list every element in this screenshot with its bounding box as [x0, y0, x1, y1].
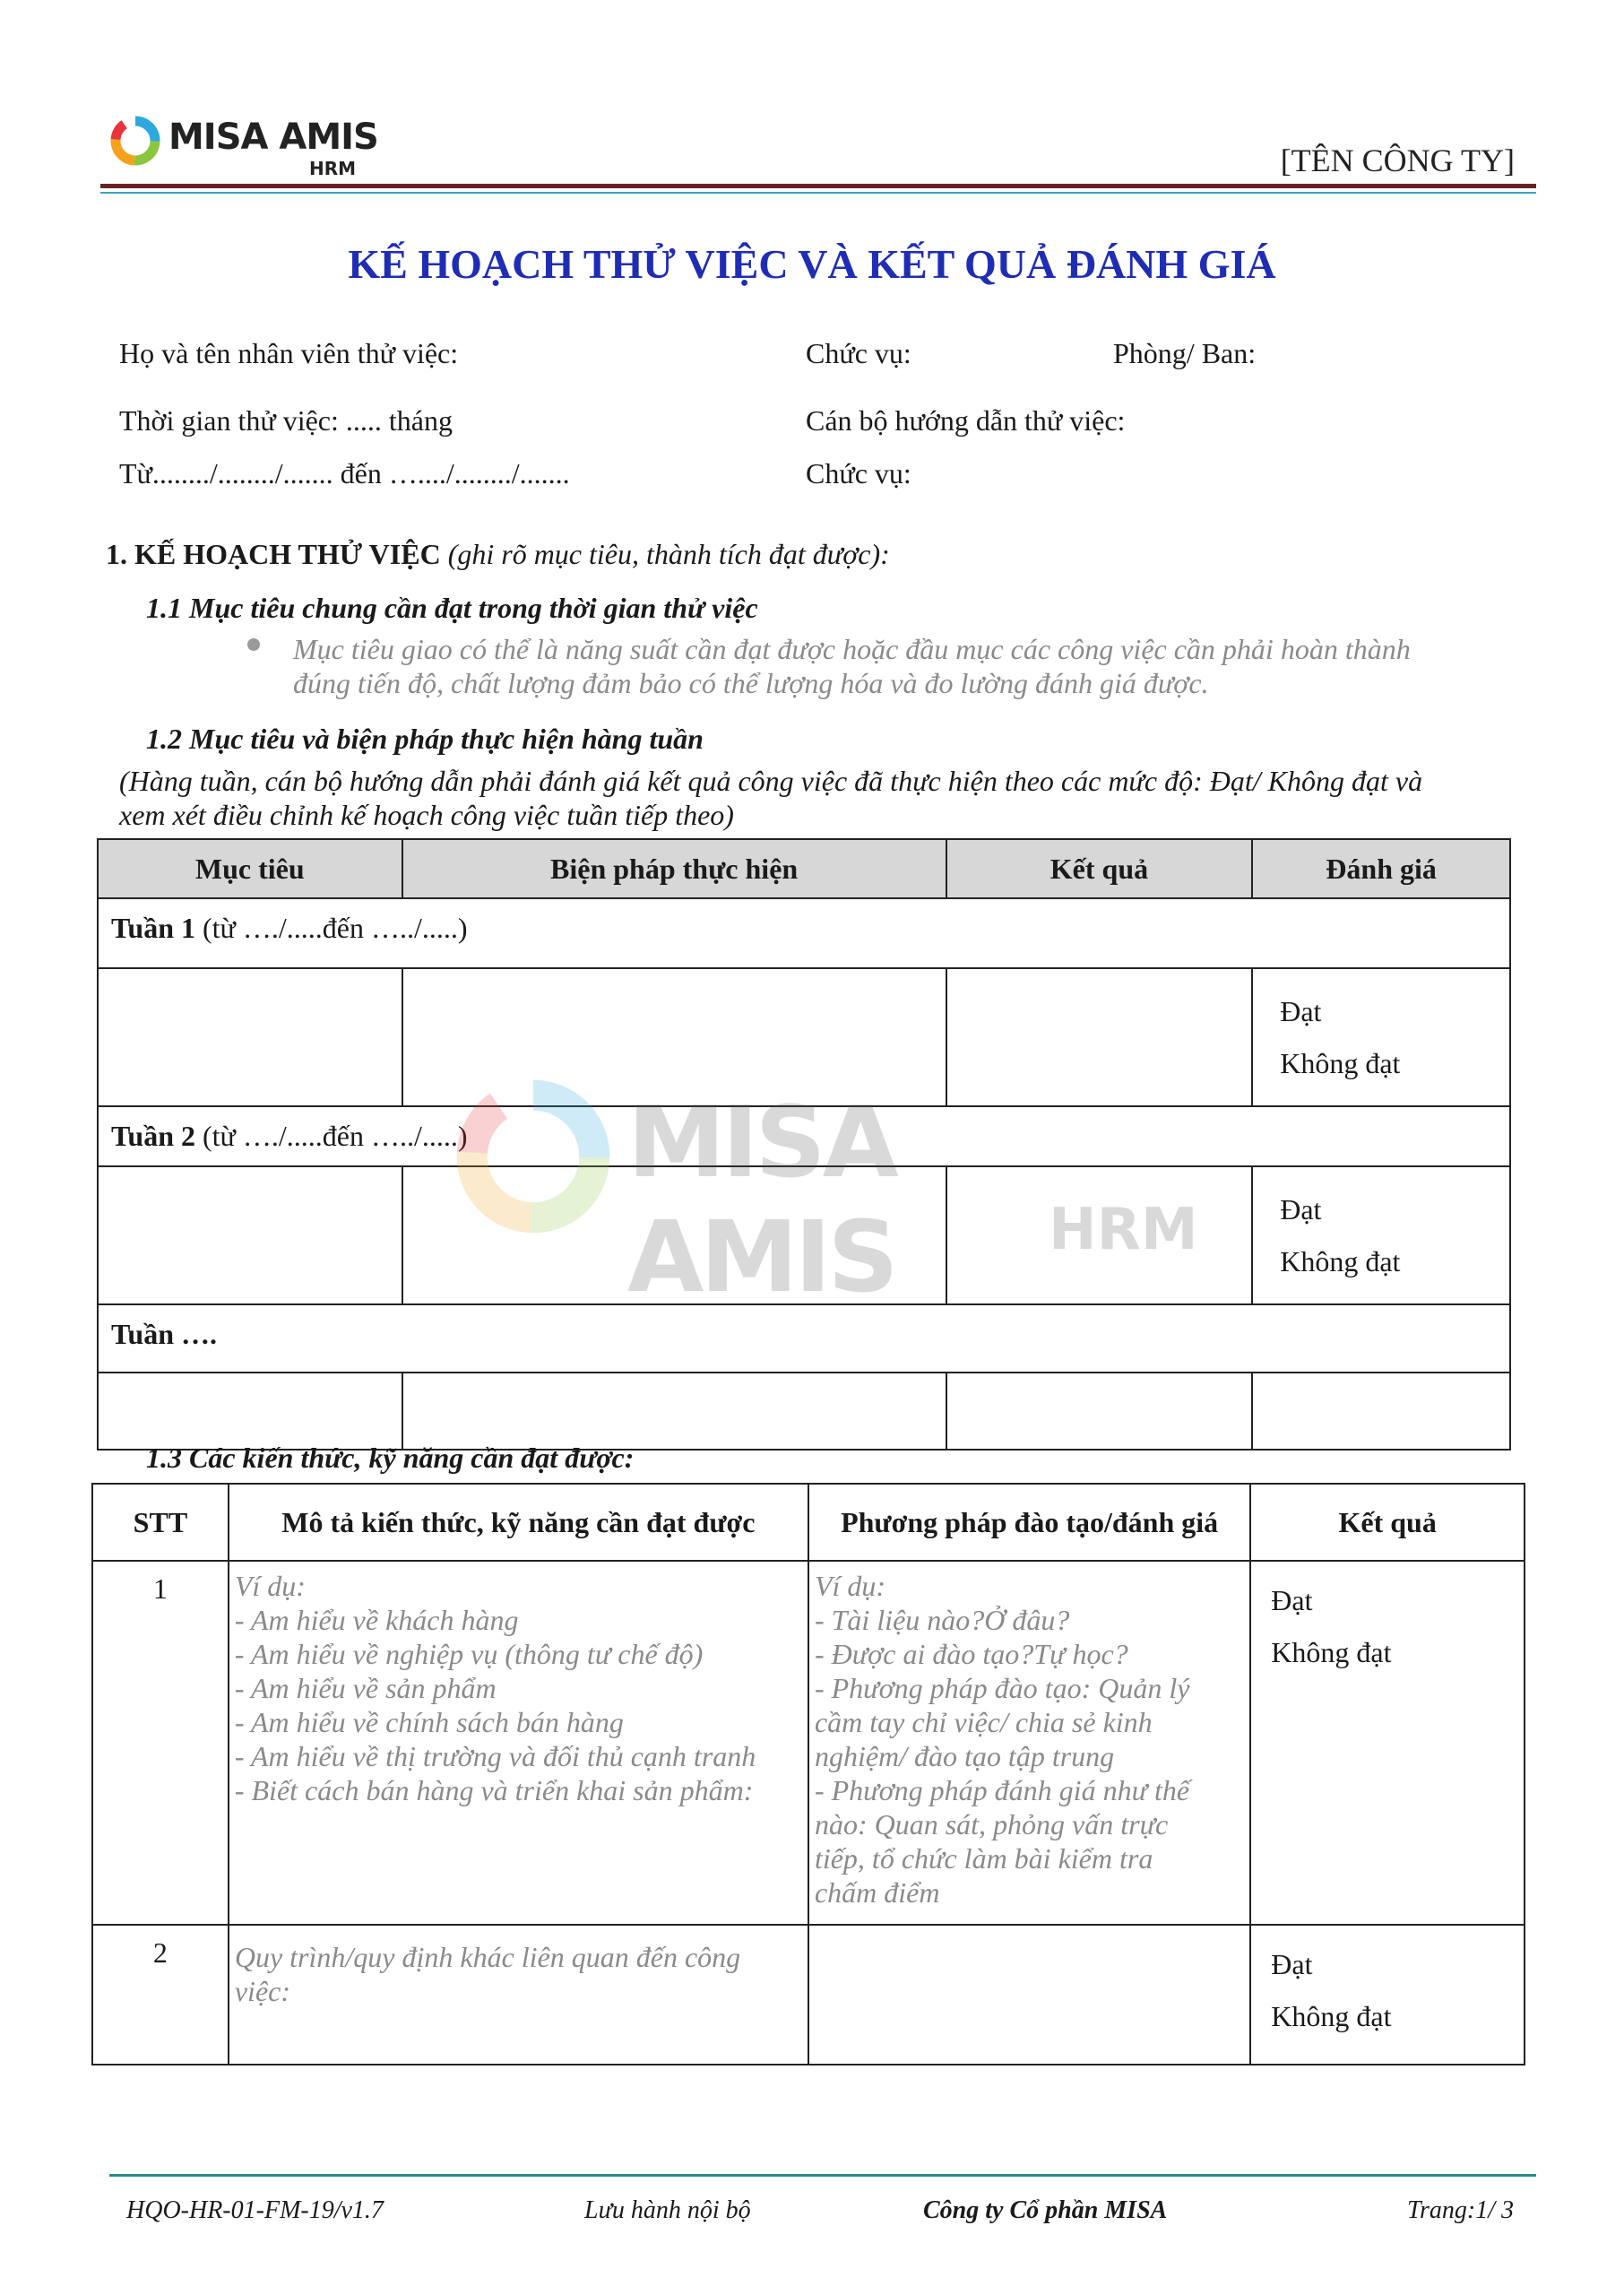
week-more-measures-cell[interactable] — [402, 1373, 946, 1450]
bullet-icon — [247, 638, 260, 651]
row-2-method[interactable] — [808, 1925, 1250, 2065]
row-1-method[interactable] — [808, 1561, 1250, 1925]
method-line: Ví dụ: — [814, 1570, 886, 1602]
weekly-plan-table — [97, 838, 1511, 1451]
misa-logo-icon — [109, 115, 161, 167]
week-more-evaluation-cell[interactable] — [1252, 1373, 1510, 1450]
skills-header-row — [92, 1484, 1525, 1561]
desc-line: - Biết cách bán hàng và triển khai sản phẩm: — [234, 1774, 754, 1806]
skills-row-2 — [92, 1925, 1525, 2065]
week-more-cell — [98, 1304, 1510, 1373]
section-1-1-bullet-line2: đúng tiến độ, chất lượng đảm bảo có thể lượng hóa và đo lường đánh giá được. — [293, 667, 1209, 699]
footer-doc-code: HQO-HR-01-FM-19/v1.7 — [126, 2196, 384, 2224]
method-line: tiếp, tổ chức làm bài kiểm tra — [814, 1842, 1153, 1875]
desc-line: việc: — [234, 1975, 290, 2007]
col-header-measures: Biện pháp thực hiện — [402, 839, 946, 898]
mentor-position-label: Chức vụ: — [806, 457, 911, 489]
week-1-evaluation-cell — [1252, 968, 1510, 1106]
footer-page-number: Trang:1/ 3 — [1407, 2196, 1515, 2224]
desc-line: - Am hiểu về nghiệp vụ (thông tư chế độ) — [234, 1638, 704, 1670]
week-1-label: Tuần 1 — [111, 912, 195, 944]
row-2-stt: 2 — [92, 1925, 229, 2065]
week-1-entry-row — [98, 968, 1510, 1106]
method-line: nào: Quan sát, phỏng vấn trực — [814, 1808, 1169, 1840]
week-2-result-cell[interactable] — [946, 1166, 1253, 1304]
week-2-label: Tuần 2 — [111, 1120, 195, 1152]
fail-option[interactable]: Không đạt — [1280, 1047, 1401, 1079]
desc-line: - Am hiểu về thị trường và đối thủ cạnh tranh — [234, 1740, 756, 1772]
row-1-stt: 1 — [92, 1561, 229, 1925]
week-2-goal-cell[interactable] — [98, 1166, 402, 1304]
col-header-goal: Mục tiêu — [98, 839, 402, 898]
pass-option[interactable]: Đạt — [1280, 995, 1322, 1027]
fail-option[interactable]: Không đạt — [1280, 1245, 1401, 1277]
watermark-subtext: HRM — [1049, 1197, 1198, 1263]
method-line: - Được ai đào tạo?Tự học? — [814, 1638, 1128, 1670]
fail-option[interactable]: Không đạt — [1271, 2000, 1392, 2032]
week-2-row — [98, 1106, 1510, 1166]
row-2-description[interactable] — [229, 1925, 808, 2065]
section-1-1-bullet-line1: Mục tiêu giao có thể là năng suất cần đạt được hoặc đầu mục các công việc cần phải hoàn thành — [293, 633, 1411, 665]
section-1-heading — [106, 538, 890, 571]
method-line: - Phương pháp đánh giá như thế — [814, 1774, 1190, 1806]
col-header-result: Kết quả — [946, 839, 1253, 898]
section-1-title: 1. KẾ HOẠCH THỬ VIỆC — [106, 538, 441, 570]
skills-table — [91, 1483, 1525, 2066]
document-title: KẾ HOẠCH THỬ VIỆC VÀ KẾT QUẢ ĐÁNH GIÁ — [348, 241, 1276, 287]
desc-line: - Am hiểu về chính sách bán hàng — [234, 1706, 624, 1738]
week-more-goal-cell[interactable] — [98, 1373, 402, 1450]
week-1-range: (từ …./.....đến …../.....) — [195, 912, 468, 944]
method-line: chấm điểm — [814, 1876, 940, 1909]
table-header-row — [98, 839, 1510, 898]
probation-dates-label: Từ......../......../....... đến …..../......../....... — [119, 457, 570, 489]
week-1-row — [98, 898, 1510, 968]
employee-name-label: Họ và tên nhân viên thử việc: — [119, 337, 459, 369]
week-more-row — [98, 1304, 1510, 1373]
week-more-label: Tuần …. — [111, 1318, 217, 1350]
week-2-cell — [98, 1106, 1510, 1166]
week-1-measures-cell[interactable] — [402, 968, 946, 1106]
week-2-range: (từ …./.....đến …../.....) — [195, 1120, 468, 1152]
week-more-entry-row — [98, 1373, 1510, 1450]
watermark-text: MISA AMIS — [627, 1085, 895, 1314]
company-name: [TÊN CÔNG TY] — [1280, 143, 1515, 178]
week-more-result-cell[interactable] — [946, 1373, 1253, 1450]
pass-option[interactable]: Đạt — [1280, 1193, 1322, 1225]
row-1-result — [1250, 1561, 1525, 1925]
method-line: nghiệm/ đào tạo tập trung — [814, 1740, 1115, 1772]
desc-line: Ví dụ: — [234, 1570, 306, 1602]
week-2-measures-cell[interactable] — [402, 1166, 946, 1304]
method-line: - Tài liệu nào?Ở đâu? — [814, 1604, 1070, 1636]
section-1-2-note-line1: (Hàng tuần, cán bộ hướng dẫn phải đánh giá kết quả công việc đã thực hiện theo các mức độ: Đạt/ Không đạt và — [119, 765, 1423, 797]
header-rule — [100, 184, 1536, 188]
col-header-stt: STT — [92, 1484, 229, 1561]
method-line: cầm tay chỉ việc/ chia sẻ kinh — [814, 1706, 1153, 1738]
footer-rule — [109, 2174, 1536, 2177]
department-label: Phòng/ Ban: — [1113, 337, 1257, 369]
row-2-result — [1250, 1925, 1525, 2065]
section-1-2-heading: 1.2 Mục tiêu và biện pháp thực hiện hàng tuần — [146, 723, 704, 755]
fail-option[interactable]: Không đạt — [1271, 1636, 1392, 1668]
logo-text: MISA AMIS — [168, 117, 378, 158]
col-header-evaluation: Đánh giá — [1252, 839, 1510, 898]
footer-circulation: Lưu hành nội bộ — [584, 2196, 751, 2224]
section-1-3-heading: 1.3 Các kiến thức, kỹ năng cần đạt được: — [146, 1442, 635, 1474]
section-1-2-note-line2: xem xét điều chỉnh kế hoạch công việc tuần tiếp theo) — [119, 799, 734, 831]
desc-line: - Am hiểu về khách hàng — [234, 1604, 519, 1636]
week-1-result-cell[interactable] — [946, 968, 1253, 1106]
position-label: Chức vụ: — [806, 337, 911, 369]
mentor-label: Cán bộ hướng dẫn thử việc: — [806, 404, 1126, 437]
week-1-goal-cell[interactable] — [98, 968, 402, 1106]
probation-duration-label: Thời gian thử việc: ..... tháng — [119, 404, 453, 437]
col-header-method: Phương pháp đào tạo/đánh giá — [808, 1484, 1250, 1561]
pass-option[interactable]: Đạt — [1271, 1948, 1313, 1980]
skills-row-1 — [92, 1561, 1525, 1925]
desc-line: - Am hiểu về sản phẩm — [234, 1672, 497, 1704]
pass-option[interactable]: Đạt — [1271, 1584, 1313, 1616]
section-1-note: (ghi rõ mục tiêu, thành tích đạt được): — [440, 538, 890, 570]
col-header-skill-desc: Mô tả kiến thức, kỹ năng cần đạt được — [229, 1484, 808, 1561]
footer-company: Công ty Cổ phần MISA — [923, 2196, 1168, 2224]
method-line: - Phương pháp đào tạo: Quản lý — [814, 1672, 1190, 1704]
section-1-1-heading: 1.1 Mục tiêu chung cần đạt trong thời gian thử việc — [146, 592, 758, 624]
week-2-entry-row — [98, 1166, 1510, 1304]
desc-line: Quy trình/quy định khác liên quan đến công — [234, 1941, 741, 1973]
week-2-evaluation-cell — [1252, 1166, 1510, 1304]
header-rule-accent — [100, 192, 1536, 194]
week-1-cell — [98, 898, 1510, 968]
row-1-description[interactable] — [229, 1561, 808, 1925]
col-header-skill-result: Kết quả — [1250, 1484, 1525, 1561]
logo-subtext: HRM — [309, 158, 357, 179]
